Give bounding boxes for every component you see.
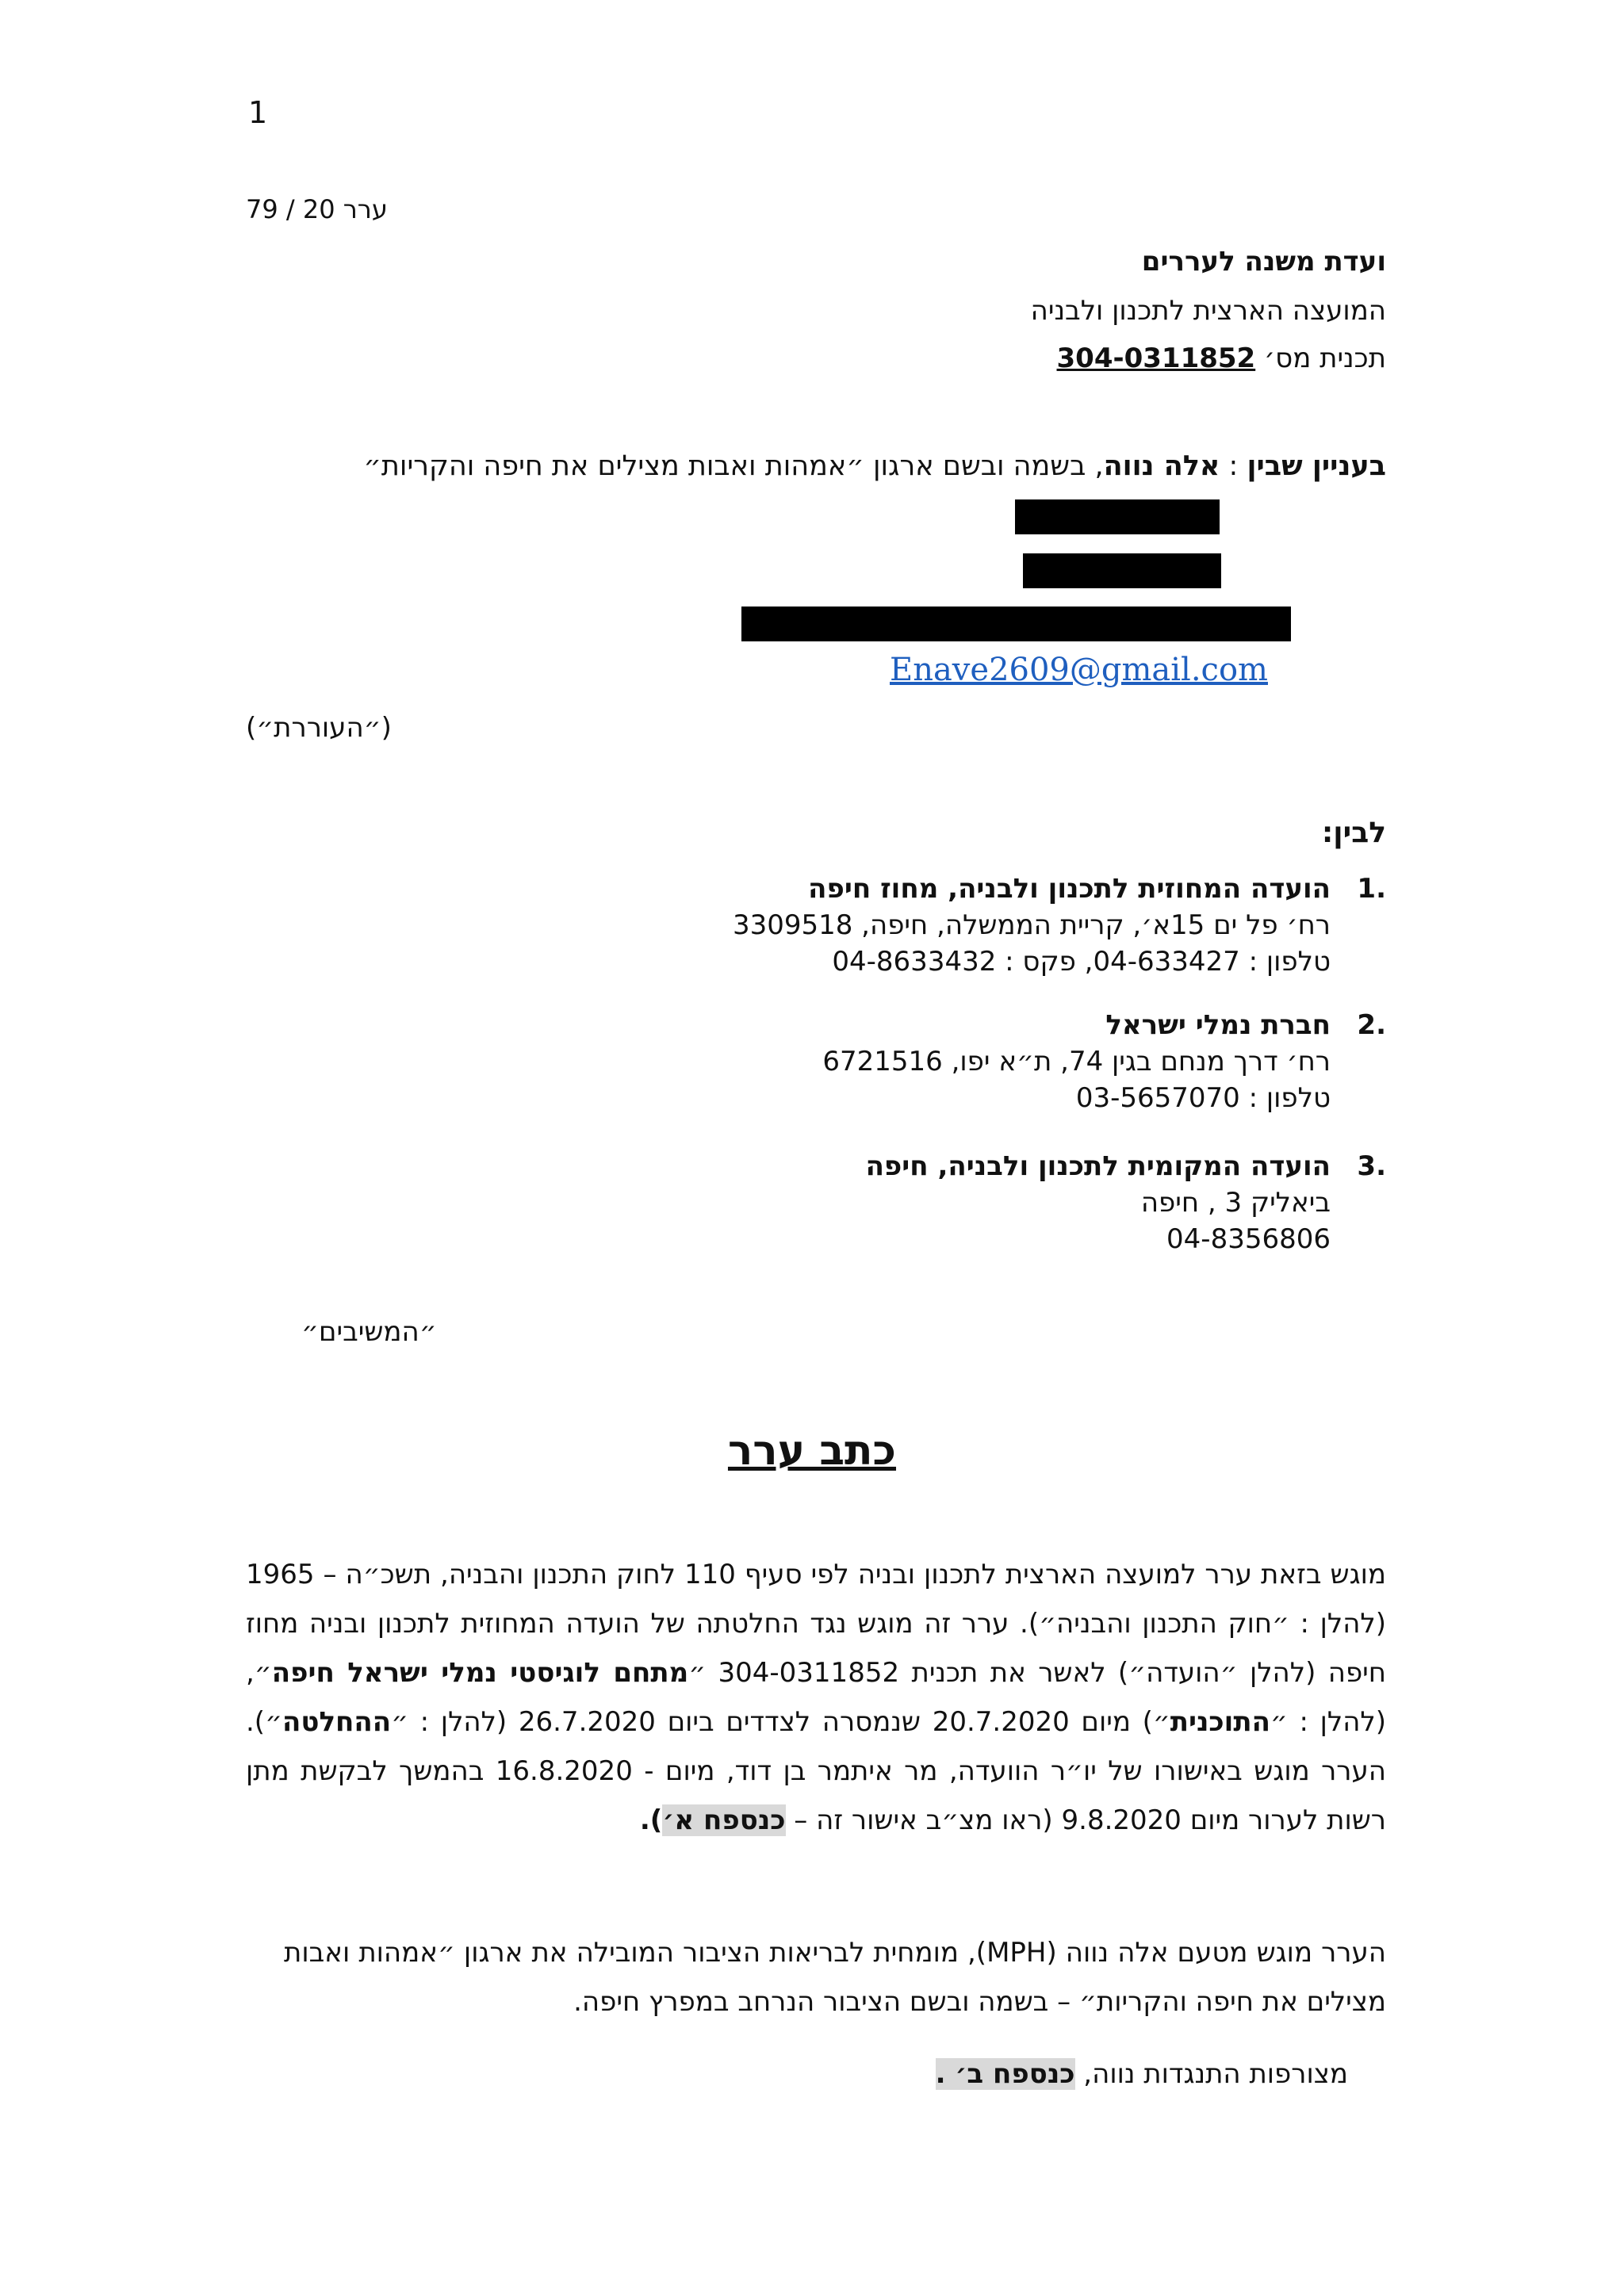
plan-name: מתחם לוגיסטי נמלי ישראל חיפה [271, 1657, 689, 1689]
addressee-plan [1057, 342, 1386, 374]
respondent-phone: טלפון : 04-633427, פקס : 04-8633432 [832, 946, 1331, 978]
respondent-address: רח׳ דרך מנחם בגין 74, ת״א יפו, 6721516 [822, 1046, 1331, 1077]
respondents-label: ״המשיבים״ [301, 1316, 437, 1348]
paragraph-1-text: ״) מיום 20.7.2020 שנמסרה לצדדים ביום 26.7.2020 (להלן : ״ [391, 1706, 1170, 1738]
respondent-number: .1 [1357, 873, 1386, 905]
respondent-1 [733, 871, 1386, 980]
defined-term-plan: התוכנית [1170, 1706, 1270, 1738]
matter-line: בעניין שבין : אלה נווה, בשמה ובשם ארגון ״אמהות ואבות מצילים את חיפה והקריות״ [363, 450, 1386, 482]
respondent-name: חברת נמלי ישראל [1105, 1009, 1331, 1041]
respondent-2 [822, 1007, 1386, 1116]
paragraph-1-text: ״, (להלן : ״ [246, 1657, 1387, 1738]
appeal-number: ערר 20 / 79 [246, 194, 388, 224]
email-link[interactable]: Enave2609@gmail.com [890, 652, 1268, 688]
respondent-name: הועדה המקומית לתכנון ולבניה, חיפה [865, 1150, 1331, 1182]
appendix-b-reference: כנספח ב׳ . [935, 2058, 1075, 2090]
paragraph-2: הערר מוגש מטעם אלה נווה (MPH), מומחית לבריאות הציבור המובילה את ארגון ״אמהות ואבות מצילים את חיפה והקריות״ – בשמה ובשם הציבור הנרחב במפרץ חיפה. [284, 1937, 1386, 2018]
versus-label: לבין: [1321, 817, 1386, 849]
addressee-council: המועצה הארצית לתכנון ולבניה [1030, 295, 1386, 327]
matter-rest: , בשמה ובשם ארגון ״אמהות ואבות מצילים את חיפה והקריות״ [363, 450, 1104, 482]
respondent-address: רח׳ פל ים 15א׳, קריית הממשלה, חיפה, 3309518 [732, 909, 1331, 941]
respondent-number: .2 [1357, 1009, 1386, 1041]
matter-label: בעניין שבין [1247, 450, 1386, 482]
redaction-bar-1 [1015, 499, 1220, 534]
paragraph-1-text: מוגש בזאת ערר למועצה הארצית לתכנון ובניה לפי סעיף 110 לחוק התכנון והבניה, תשכ״ה – 1965 (להלן : ״חוק התכנון והבניה״). ערר זה מוגש נגד החלטתה של הועדה המחוזית לתכנון ובניה מחוז חיפה (להלן ״הועדה״) לאשר את תכנית 304-0311852 ״ [246, 1559, 1387, 1689]
paragraph-1 [246, 1550, 1386, 1845]
appellant-name: אלה נווה [1103, 450, 1220, 482]
document-title: כתב ערר [727, 1427, 897, 1475]
respondent-address: ביאליק 3 , חיפה [1140, 1187, 1331, 1219]
plan-number: 304-0311852 [1056, 342, 1256, 374]
redaction-bar-3 [741, 607, 1291, 641]
paragraph-3 [936, 2058, 1348, 2090]
respondent-3 [866, 1148, 1386, 1257]
paragraph-3-text: מצורפות התנגדות נווה, [1074, 2058, 1348, 2090]
respondent-number: .3 [1357, 1150, 1386, 1182]
plan-prefix: תכנית מס׳ [1264, 342, 1386, 374]
paragraph-1-end: ). [639, 1804, 663, 1836]
respondent-phone: 04-8356806 [1166, 1223, 1331, 1255]
page-number: 1 [248, 95, 268, 130]
redaction-bar-2 [1023, 553, 1221, 588]
appellant-label: (״העוררת״) [246, 712, 392, 744]
respondent-name: הועדה המחוזית לתכנון ולבניה, מחוז חיפה [808, 873, 1331, 905]
defined-term-decision: ההחלטה [282, 1706, 392, 1738]
addressee-committee: ועדת משנה לעררים [1141, 246, 1386, 277]
respondent-phone: טלפון : 03-5657070 [1075, 1082, 1331, 1114]
paragraph-1-text: ״). הערר מוגש באישורו של יו״ר הוועדה, מר איתמר בן דוד, מיום - 16.8.2020 בהמשך לבקשת מתן רשות לערור מיום 9.8.2020 (ראו מצ״ב אישור זה – [246, 1706, 1386, 1836]
appendix-a-reference: כנספח א׳ [662, 1804, 786, 1836]
